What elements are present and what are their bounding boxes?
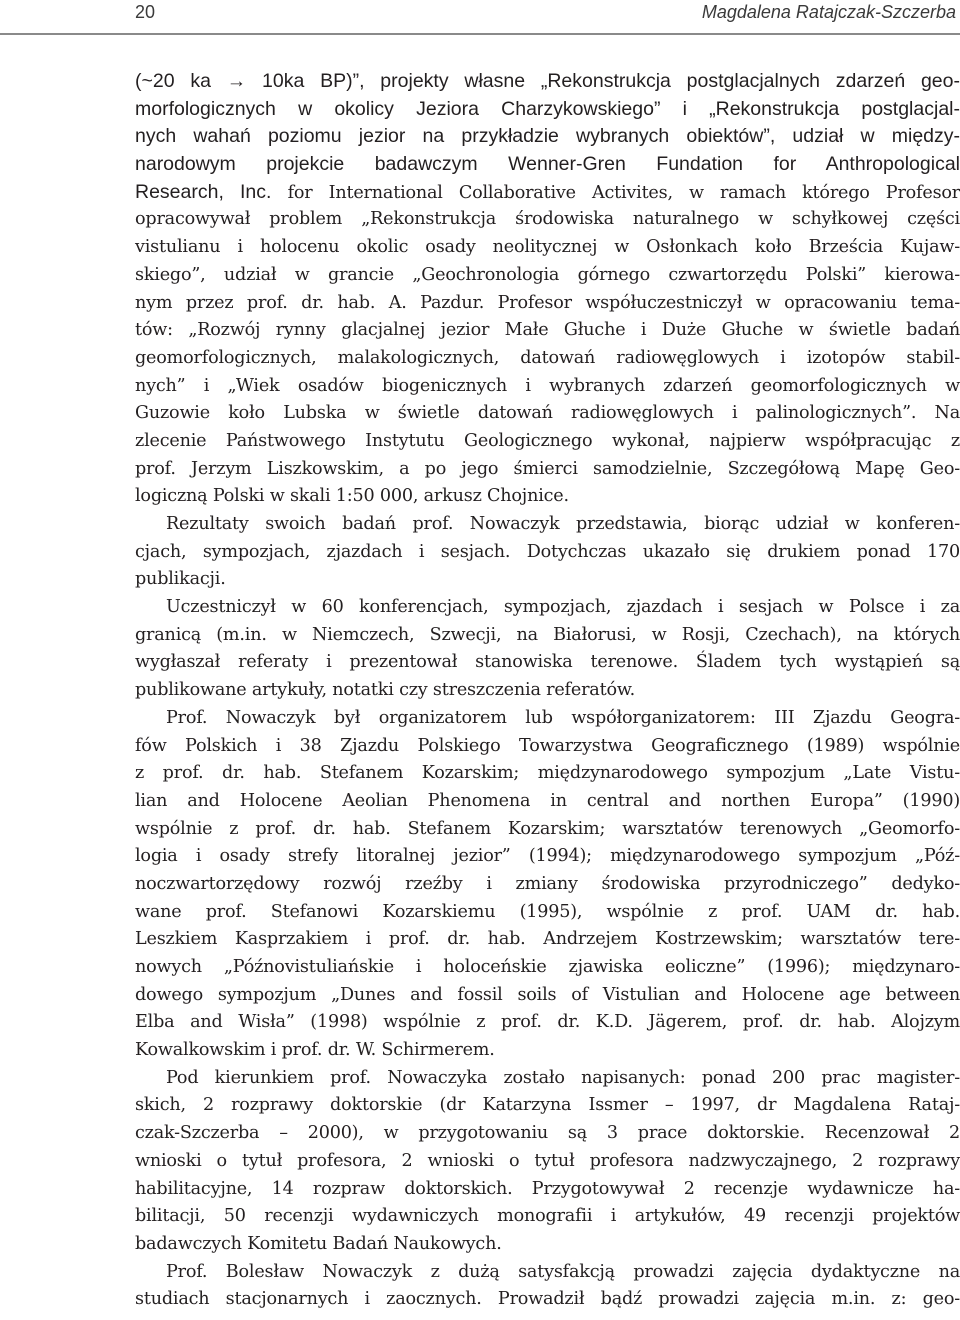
- text-line: logiczną Polski w skali 1:50 000, arkusz Chojnice.: [135, 486, 569, 507]
- text-line: fów Polskich i 38 Zjazdu Polskiego Towarzystwa Geograficznego (1989) wspólnie: [135, 735, 960, 756]
- text-line: nych wahań poziomu jezior na przykładzie wybranych obiektów”, udział w między-: [135, 125, 960, 148]
- page-number: 20: [135, 2, 156, 22]
- text-line: Pod kierunkiem prof. Nowaczyka zostało napisanych: ponad 200 prac magister-: [166, 1067, 960, 1088]
- text-line: Leszkiem Kasprzakiem i prof. dr. hab. Andrzejem Kostrzewskim; warsztatów tere-: [135, 929, 960, 950]
- text-line: Rezultaty swoich badań prof. Nowaczyk przedstawia, biorąc udział w konferen-: [166, 514, 960, 534]
- text-line: nowych „Późnovistuliańskie i holoceńskie zjawiska eoliczne” (1996); międzynaro-: [135, 957, 960, 977]
- text-line: publikowane artykuły, notatki czy streszczenia referatów.: [135, 680, 635, 701]
- text-line: Uczestniczył w 60 konferencjach, sympozjach, zjazdach i sesjach w Polsce i za: [166, 597, 960, 618]
- text-line: czak-Szczerba – 2000), w przygotowaniu są 3 prace doktorskie. Recenzował 2: [135, 1123, 960, 1144]
- text-line: zlecenie Państwowego Instytutu Geologicznego wykonał, najpierw współpracując z: [135, 430, 960, 451]
- text-line: wane prof. Stefanowi Kozarskiemu (1995), wspólnie z prof. UAM dr. hab.: [135, 901, 960, 922]
- text-line: morfologicznych w okolicy Jeziora Charzykowskiego” i „Rekonstrukcja postglacjal-: [135, 97, 960, 120]
- text-line: Guzowie koło Lubska w świetle datowań radiowęglowych i palinologicznych”. Na: [135, 403, 960, 424]
- text-line: dowego sympozjum „Dunes and fossil soils of Vistulian and Holocene age between: [135, 984, 960, 1005]
- text-line: granicą (m.in. w Niemczech, Szwecji, na Białorusi, w Rosji, Czechach), na których: [135, 624, 960, 645]
- text-line: wspólnie z prof. dr. hab. Stefanem Kozarskim; warsztatów terenowych „Geomorfo-: [135, 818, 960, 839]
- text-line: noczwartorzędowy rozwój rzeźby i zmiany środowiska przyrodniczego” dedyko-: [135, 873, 960, 894]
- text-line: Kowalkowskim i prof. dr. W. Schirmerem.: [135, 1040, 495, 1061]
- text-line: nych” i „Wiek osadów biogenicznych i wybranych zdarzeń geomorfologicznych w: [135, 375, 960, 396]
- text-line: Elba and Wisła” (1998) wspólnie z prof. dr. K.D. Jägerem, prof. dr. hab. Alojzym: [135, 1012, 960, 1033]
- text-line: narodowym projekcie badawczym Wenner-Gren Fundation for Anthropological: [135, 153, 960, 176]
- text-line: studiach stacjonarnych i zaocznych. Prowadził bądź prowadzi zajęcia m.in. z: geo-: [135, 1289, 960, 1310]
- text-line: (~20 ka → 10ka BP)”, projekty własne „Rekonstrukcja postglacjalnych zdarzeń geo-: [135, 70, 960, 92]
- text-line: bilitacji, 50 recenzji wydawniczych monografii i artykułów, 49 recenzji projektów: [135, 1206, 960, 1227]
- running-head-author: Magdalena Ratajczak-Szczerba: [701, 2, 956, 22]
- text-line: publikacji.: [135, 569, 226, 590]
- text-line: opracowywał problem „Rekonstrukcja środowiska naturalnego w schyłkowej części: [135, 209, 960, 230]
- text-line: skich, 2 rozprawy doktorskie (dr Katarzyna Issmer – 1997, dr Magdalena Rataj-: [135, 1095, 960, 1116]
- text-line: Research, Inc. for International Collaborative Activites, w ramach którego Profesor: [135, 180, 960, 203]
- text-line: skiego”, udział w grancie „Geochronologia górnego czwartorzędu Polski” kierowa-: [135, 264, 960, 285]
- body-text: [135, 68, 960, 1314]
- text-line: z prof. dr. hab. Stefanem Kozarskim; międzynarodowego sympozjum „Late Vistu-: [135, 763, 960, 784]
- text-line: cjach, sympozjach, zjazdach i sesjach. Dotychczas ukazało się drukiem ponad 170: [135, 541, 960, 562]
- text-line: prof. Jerzym Liszkowskim, a po jego śmierci samodzielnie, Szczegółową Mapę Geo-: [135, 458, 960, 479]
- text-line: nym przez prof. dr. hab. A. Pazdur. Profesor współuczestniczył w opracowaniu tema-: [135, 292, 960, 313]
- text-line: habilitacyjne, 14 rozpraw doktorskich. Przygotowywał 2 recenzje wydawnicze ha-: [135, 1178, 960, 1199]
- text-line: geomorfologicznych, malakologicznych, datowań radiowęglowych i izotopów stabil-: [135, 347, 960, 368]
- text-line: lian and Holocene Aeolian Phenomena in central and northen Europa” (1990): [135, 790, 960, 811]
- page-header: [0, 0, 960, 36]
- text-line: vistulianu i holocenu okolic osady neolitycznej w Osłonkach koło Brześcia Kujaw-: [135, 237, 960, 258]
- header-divider: [0, 33, 960, 35]
- text-line: logia i osady strefy litoralnej jezior” (1994); międzynarodowego sympozjum „Póź-: [135, 846, 960, 867]
- text-line: wygłaszał referaty i prezentował stanowiska terenowe. Śladem tych wystąpień są: [135, 652, 960, 673]
- text-line: Prof. Bolesław Nowaczyk z dużą satysfakcją prowadzi zajęcia dydaktyczne na: [166, 1261, 960, 1282]
- text-line: wnioski o tytuł profesora, 2 wnioski o tytuł profesora nadzwyczajnego, 2 rozprawy: [135, 1150, 960, 1171]
- text-line: Prof. Nowaczyk był organizatorem lub współorganizatorem: III Zjazdu Geogra-: [166, 707, 960, 728]
- text-line: badawczych Komitetu Badań Naukowych.: [135, 1233, 502, 1254]
- text-line: tów: „Rozwój rynny glacjalnej jezior Małe Głuche i Duże Głuche w świetle badań: [135, 320, 960, 341]
